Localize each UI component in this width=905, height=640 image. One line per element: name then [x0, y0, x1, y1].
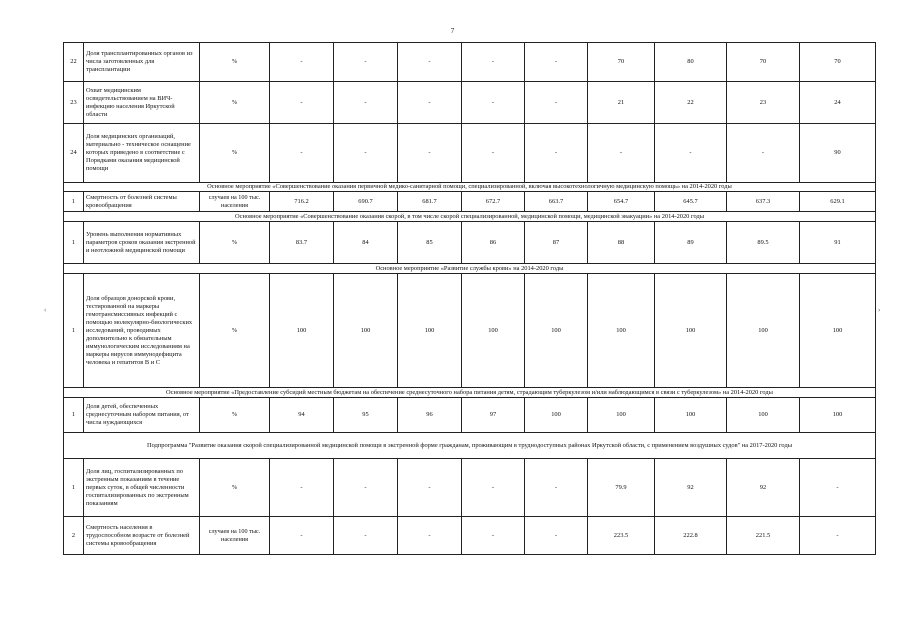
section-title: Подпрограмма "Развитие оказания скорой специализированной медицинской помощи в экстренной форме гражданам, проживающим в труднодоступных районах Иркутской области, с применением воздушных судов" на 2017-2020 годы [64, 433, 876, 459]
value-cell: - [525, 517, 588, 555]
value-cell: - [588, 124, 655, 183]
indicator-name: Смертность населения в трудоспособном возрасте от болезней системы кровообращения [84, 517, 200, 555]
value-cell: - [800, 459, 876, 517]
row-number: 22 [64, 43, 84, 82]
value-cell: 637.3 [727, 192, 800, 212]
scan-margin-mark-right: › [878, 306, 881, 314]
value-cell: - [525, 82, 588, 124]
section-header-row [64, 264, 876, 274]
value-cell: - [270, 43, 334, 82]
value-cell: - [462, 517, 525, 555]
row-number: 2 [64, 517, 84, 555]
value-cell: 690.7 [334, 192, 398, 212]
value-cell: - [398, 517, 462, 555]
value-cell: - [655, 124, 727, 183]
indicator-name: Доля трансплантированных органов из числа заготовленных для трансплантации [84, 43, 200, 82]
value-cell: 100 [588, 398, 655, 433]
section-header-row [64, 212, 876, 222]
indicator-name: Доля лиц, госпитализированных по экстренным показаниям в течение первых суток, в общей численности госпитализированных по экстренным показаниям [84, 459, 200, 517]
page-number: 7 [450, 27, 455, 35]
unit-of-measure: % [200, 82, 270, 124]
value-cell: 89 [655, 222, 727, 264]
indicators-table [63, 42, 876, 555]
value-cell: - [270, 124, 334, 183]
value-cell: - [334, 517, 398, 555]
value-cell: 91 [800, 222, 876, 264]
value-cell: 95 [334, 398, 398, 433]
value-cell: 672.7 [462, 192, 525, 212]
unit-of-measure: % [200, 274, 270, 388]
value-cell: - [398, 43, 462, 82]
indicator-name: Охват медицинским освидетельствованием на ВИЧ-инфекцию населения Иркутской области [84, 82, 200, 124]
value-cell: 100 [800, 398, 876, 433]
value-cell: 100 [655, 398, 727, 433]
value-cell: 96 [398, 398, 462, 433]
unit-of-measure: % [200, 459, 270, 517]
section-title: Основное мероприятие «Предоставление субсидий местным бюджетам на обеспечение среднесуточного набора питания детям, страдающим туберкулезом и/или наблюдающимся в связи с туберкулезом» на 2014-2020 годы [64, 388, 876, 398]
value-cell: 100 [800, 274, 876, 388]
value-cell: 222.8 [655, 517, 727, 555]
table-row [64, 274, 876, 388]
value-cell: - [525, 43, 588, 82]
unit-of-measure: случаев на 100 тыс. населения [200, 192, 270, 212]
value-cell: 100 [398, 274, 462, 388]
table-row [64, 398, 876, 433]
value-cell: 80 [655, 43, 727, 82]
value-cell: - [462, 124, 525, 183]
section-title: Основное мероприятие «Совершенствование оказания первичной медико-санитарной помощи, специализированной, включая высокотехнологичную медицинскую помощь» на 2014-2020 годы [64, 183, 876, 192]
value-cell: 21 [588, 82, 655, 124]
row-number: 23 [64, 82, 84, 124]
value-cell: 100 [525, 274, 588, 388]
indicator-name: Смертность от болезней системы кровообращения [84, 192, 200, 212]
value-cell: 23 [727, 82, 800, 124]
value-cell: 97 [462, 398, 525, 433]
indicator-name: Доля медицинских организаций, материально - техническое оснащение которых приведено в соответствие с Порядками оказания медицинской помощи [84, 124, 200, 183]
value-cell: 645.7 [655, 192, 727, 212]
table-row [64, 517, 876, 555]
value-cell: - [525, 124, 588, 183]
section-header-row [64, 433, 876, 459]
value-cell: 83.7 [270, 222, 334, 264]
value-cell: 92 [655, 459, 727, 517]
table-row [64, 82, 876, 124]
value-cell: 22 [655, 82, 727, 124]
value-cell: 87 [525, 222, 588, 264]
section-header-row [64, 388, 876, 398]
value-cell: - [334, 43, 398, 82]
value-cell: 79.9 [588, 459, 655, 517]
value-cell: 100 [270, 274, 334, 388]
row-number: 1 [64, 192, 84, 212]
value-cell: 681.7 [398, 192, 462, 212]
value-cell: - [334, 82, 398, 124]
value-cell: 85 [398, 222, 462, 264]
section-title: Основное мероприятие «Совершенствование оказания скорой, в том числе скорой специализированной, медицинской помощи, медицинской эвакуации» на 2014-2020 годы [64, 212, 876, 222]
row-number: 1 [64, 222, 84, 264]
table-row [64, 222, 876, 264]
row-number: 1 [64, 459, 84, 517]
table-row [64, 124, 876, 183]
value-cell: - [398, 459, 462, 517]
value-cell: 100 [727, 274, 800, 388]
indicator-name: Уровень выполнения нормативных параметров сроков оказания экстренной и неотложной медицинской помощи [84, 222, 200, 264]
value-cell: - [334, 124, 398, 183]
unit-of-measure: % [200, 398, 270, 433]
unit-of-measure: % [200, 43, 270, 82]
value-cell: - [462, 82, 525, 124]
unit-of-measure: случаев на 100 тыс. населения [200, 517, 270, 555]
value-cell: 716.2 [270, 192, 334, 212]
table-row [64, 459, 876, 517]
value-cell: 629.1 [800, 192, 876, 212]
value-cell: 70 [588, 43, 655, 82]
value-cell: - [334, 459, 398, 517]
value-cell: 221.5 [727, 517, 800, 555]
value-cell: 90 [800, 124, 876, 183]
section-header-row [64, 183, 876, 192]
value-cell: - [270, 82, 334, 124]
value-cell: - [525, 459, 588, 517]
value-cell: 100 [655, 274, 727, 388]
value-cell: - [270, 517, 334, 555]
value-cell: - [727, 124, 800, 183]
section-title: Основное мероприятие «Развитие службы крови» на 2014-2020 годы [64, 264, 876, 274]
scan-margin-mark-left: ‹ [44, 306, 47, 314]
value-cell: - [462, 459, 525, 517]
indicator-name: Доля детей, обеспеченных среднесуточным набором питания, от числа нуждающихся [84, 398, 200, 433]
value-cell: 100 [588, 274, 655, 388]
table-row [64, 192, 876, 212]
row-number: 1 [64, 398, 84, 433]
value-cell: - [462, 43, 525, 82]
value-cell: 89.5 [727, 222, 800, 264]
value-cell: 88 [588, 222, 655, 264]
value-cell: - [398, 82, 462, 124]
indicator-name: Доля образцов донорской крови, тестированной на маркеры гемотрансмиссивных инфекций с помощью молекулярно-биологических исследований, проводимых дополнительно к обязательным иммунологическим исследованиям на маркеры вирусов иммунодефицита человека и гепатитов В и С [84, 274, 200, 388]
value-cell: 100 [727, 398, 800, 433]
value-cell: 70 [800, 43, 876, 82]
value-cell: 86 [462, 222, 525, 264]
value-cell: 24 [800, 82, 876, 124]
value-cell: 100 [525, 398, 588, 433]
unit-of-measure: % [200, 222, 270, 264]
value-cell: 663.7 [525, 192, 588, 212]
value-cell: - [270, 459, 334, 517]
value-cell: 100 [334, 274, 398, 388]
table-row [64, 43, 876, 82]
row-number: 1 [64, 274, 84, 388]
value-cell: 100 [462, 274, 525, 388]
value-cell: - [398, 124, 462, 183]
value-cell: - [800, 517, 876, 555]
unit-of-measure: % [200, 124, 270, 183]
value-cell: 70 [727, 43, 800, 82]
value-cell: 84 [334, 222, 398, 264]
value-cell: 94 [270, 398, 334, 433]
value-cell: 223.5 [588, 517, 655, 555]
row-number: 24 [64, 124, 84, 183]
value-cell: 92 [727, 459, 800, 517]
value-cell: 654.7 [588, 192, 655, 212]
